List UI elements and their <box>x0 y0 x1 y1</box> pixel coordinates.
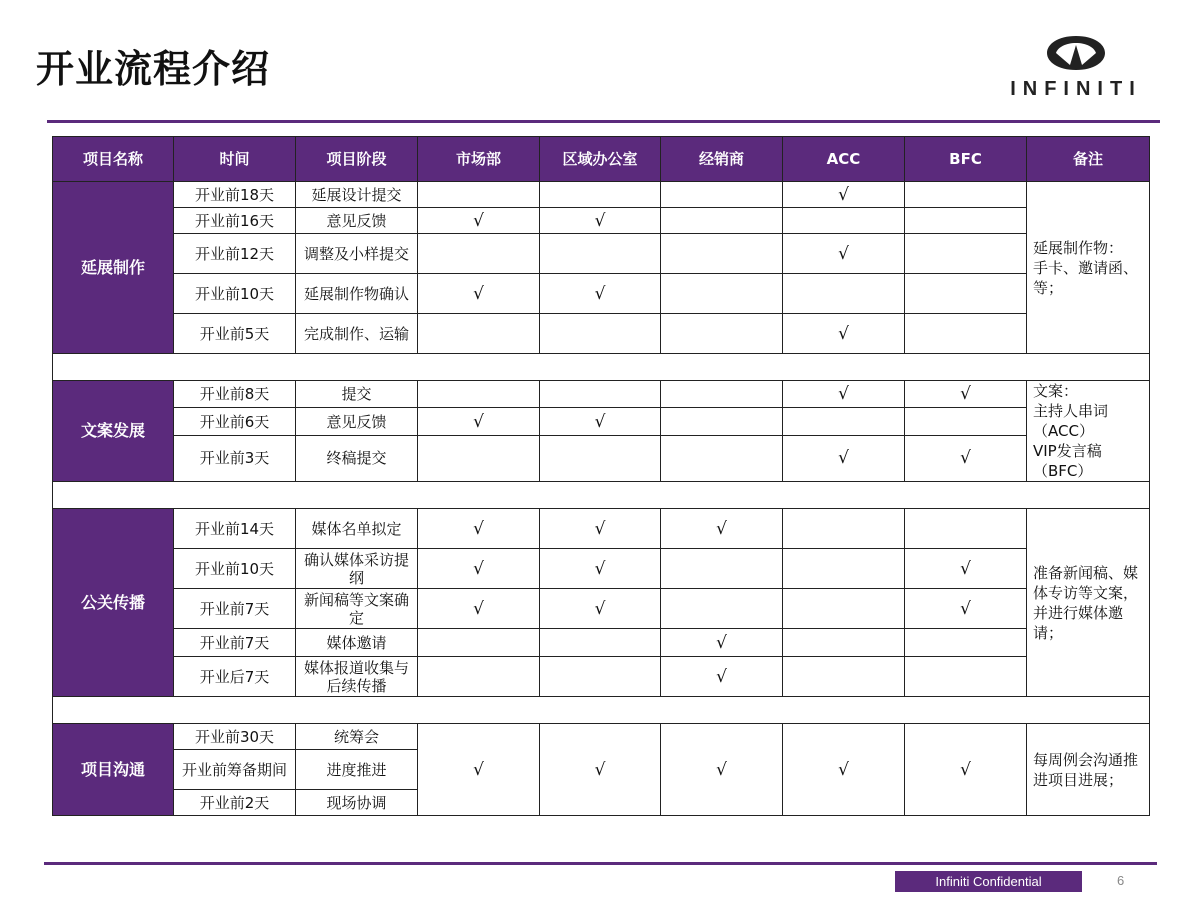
check-cell <box>783 435 905 481</box>
check-cell <box>540 589 661 629</box>
table-row <box>53 234 1150 274</box>
check-cell <box>540 549 661 589</box>
check-cell <box>905 657 1027 697</box>
check-cell <box>661 408 783 435</box>
check-cell <box>418 314 540 354</box>
check-cell <box>661 381 783 408</box>
check-cell <box>418 381 540 408</box>
check-cell <box>783 408 905 435</box>
check-mark: √ <box>838 384 849 405</box>
check-cell <box>418 509 540 549</box>
check-mark: √ <box>473 210 484 231</box>
check-mark: √ <box>473 411 484 432</box>
table-row <box>53 381 1150 408</box>
check-cell <box>783 629 905 657</box>
table-row <box>53 274 1150 314</box>
check-cell <box>783 509 905 549</box>
column-header: ACC <box>783 137 905 182</box>
time-cell: 开业前10天 <box>174 274 296 314</box>
time-cell: 开业前18天 <box>174 182 296 208</box>
column-header: 区域办公室 <box>540 137 661 182</box>
note-cell: 文案： 主持人串词 （ACC） VIP发言稿 （BFC） <box>1027 381 1150 482</box>
table-row <box>53 629 1150 657</box>
check-cell <box>783 381 905 408</box>
check-cell <box>540 314 661 354</box>
column-header: 项目名称 <box>53 137 174 182</box>
table-row <box>53 408 1150 435</box>
column-header: 备注 <box>1027 137 1150 182</box>
time-cell: 开业前16天 <box>174 208 296 234</box>
check-cell <box>418 435 540 481</box>
stage-cell: 媒体名单拟定 <box>296 509 418 549</box>
check-mark: √ <box>716 666 727 687</box>
check-cell <box>418 657 540 697</box>
check-cell <box>418 589 540 629</box>
group-separator <box>53 354 1150 381</box>
table-row <box>53 435 1150 481</box>
check-cell <box>418 208 540 234</box>
check-cell <box>540 208 661 234</box>
check-cell <box>661 435 783 481</box>
check-cell <box>905 629 1027 657</box>
separator-cell <box>53 697 1150 724</box>
check-cell <box>418 724 540 816</box>
check-cell <box>905 408 1027 435</box>
check-mark: √ <box>838 243 849 264</box>
check-cell <box>418 408 540 435</box>
check-cell <box>905 509 1027 549</box>
check-mark: √ <box>594 759 606 780</box>
check-mark: √ <box>960 598 971 619</box>
check-mark: √ <box>594 598 606 619</box>
check-cell <box>661 629 783 657</box>
check-mark: √ <box>838 184 849 205</box>
group-name-cell: 文案发展 <box>53 381 174 482</box>
time-cell: 开业前5天 <box>174 314 296 354</box>
check-cell <box>783 182 905 208</box>
table-row <box>53 208 1150 234</box>
stage-cell: 延展设计提交 <box>296 182 418 208</box>
check-cell <box>783 314 905 354</box>
check-cell <box>418 182 540 208</box>
stage-cell: 新闻稿等文案确定 <box>296 589 418 629</box>
check-cell <box>540 234 661 274</box>
time-cell: 开业前8天 <box>174 381 296 408</box>
column-header: BFC <box>905 137 1027 182</box>
check-cell <box>905 549 1027 589</box>
check-cell <box>783 724 905 816</box>
time-cell: 开业前2天 <box>174 790 296 816</box>
stage-cell: 确认媒体采访提纲 <box>296 549 418 589</box>
check-cell <box>905 435 1027 481</box>
stage-cell: 进度推进 <box>296 750 418 790</box>
check-cell <box>418 549 540 589</box>
check-mark: √ <box>716 518 727 539</box>
check-mark: √ <box>838 323 849 344</box>
check-mark: √ <box>960 384 971 405</box>
check-cell <box>540 435 661 481</box>
check-cell <box>661 589 783 629</box>
table-row <box>53 549 1150 589</box>
check-cell <box>661 234 783 274</box>
column-header: 时间 <box>174 137 296 182</box>
table-row <box>53 314 1150 354</box>
time-cell: 开业前3天 <box>174 435 296 481</box>
check-mark: √ <box>473 518 484 539</box>
table-row <box>53 657 1150 697</box>
check-mark: √ <box>594 411 606 432</box>
time-cell: 开业前12天 <box>174 234 296 274</box>
check-mark: √ <box>960 448 971 469</box>
note-cell: 准备新闻稿、媒体专访等文案，并进行媒体邀请； <box>1027 509 1150 697</box>
slide-title: 开业流程介绍 <box>36 47 271 91</box>
stage-cell: 提交 <box>296 381 418 408</box>
stage-cell: 媒体邀请 <box>296 629 418 657</box>
check-cell <box>661 182 783 208</box>
stage-cell: 延展制作物确认 <box>296 274 418 314</box>
table-header-row <box>53 137 1150 182</box>
check-cell <box>783 208 905 234</box>
check-cell <box>540 381 661 408</box>
time-cell: 开业前10天 <box>174 549 296 589</box>
check-cell <box>905 182 1027 208</box>
separator-cell <box>53 482 1150 509</box>
check-cell <box>418 234 540 274</box>
bottom-divider <box>44 862 1157 865</box>
check-mark: √ <box>838 448 849 469</box>
check-cell <box>540 629 661 657</box>
check-mark: √ <box>473 283 484 304</box>
group-separator <box>53 482 1150 509</box>
check-cell <box>783 234 905 274</box>
brand-logo <box>1000 32 1152 98</box>
stage-cell: 完成制作、运输 <box>296 314 418 354</box>
check-cell <box>418 274 540 314</box>
check-cell <box>905 208 1027 234</box>
logo-wordmark: INFINITI <box>1010 78 1142 100</box>
check-cell <box>540 182 661 208</box>
time-cell: 开业前30天 <box>174 724 296 750</box>
check-cell <box>905 274 1027 314</box>
check-mark: √ <box>594 518 606 539</box>
check-mark: √ <box>960 558 971 579</box>
table-row <box>53 509 1150 549</box>
infiniti-logo-icon <box>1044 32 1108 74</box>
process-table <box>52 136 1150 816</box>
check-cell <box>540 724 661 816</box>
check-mark: √ <box>716 632 727 653</box>
separator-cell <box>53 354 1150 381</box>
check-cell <box>905 314 1027 354</box>
check-cell <box>661 274 783 314</box>
table-row <box>53 182 1150 208</box>
table-row <box>53 589 1150 629</box>
check-mark: √ <box>960 759 971 780</box>
stage-cell: 调整及小样提交 <box>296 234 418 274</box>
check-cell <box>540 509 661 549</box>
check-cell <box>783 589 905 629</box>
check-cell <box>661 314 783 354</box>
time-cell: 开业后7天 <box>174 657 296 697</box>
check-cell <box>783 657 905 697</box>
check-mark: √ <box>838 759 849 780</box>
time-cell: 开业前7天 <box>174 589 296 629</box>
stage-cell: 统筹会 <box>296 724 418 750</box>
time-cell: 开业前14天 <box>174 509 296 549</box>
check-mark: √ <box>473 598 484 619</box>
check-mark: √ <box>473 558 484 579</box>
check-cell <box>661 549 783 589</box>
group-name-cell: 项目沟通 <box>53 724 174 816</box>
check-mark: √ <box>716 759 727 780</box>
check-cell <box>418 629 540 657</box>
stage-cell: 意见反馈 <box>296 208 418 234</box>
check-cell <box>905 381 1027 408</box>
time-cell: 开业前6天 <box>174 408 296 435</box>
check-cell <box>661 657 783 697</box>
check-cell <box>540 274 661 314</box>
check-cell <box>540 408 661 435</box>
group-name-cell: 延展制作 <box>53 182 174 354</box>
stage-cell: 现场协调 <box>296 790 418 816</box>
group-separator <box>53 697 1150 724</box>
column-header: 项目阶段 <box>296 137 418 182</box>
check-mark: √ <box>473 759 484 780</box>
group-name-cell: 公关传播 <box>53 509 174 697</box>
check-cell <box>905 724 1027 816</box>
check-cell <box>905 234 1027 274</box>
check-cell <box>783 549 905 589</box>
page-number: 6 <box>1117 873 1125 888</box>
top-divider <box>47 120 1160 123</box>
column-header: 市场部 <box>418 137 540 182</box>
check-cell <box>661 208 783 234</box>
table-row <box>53 724 1150 750</box>
check-cell <box>661 509 783 549</box>
stage-cell: 终稿提交 <box>296 435 418 481</box>
time-cell: 开业前7天 <box>174 629 296 657</box>
stage-cell: 媒体报道收集与后续传播 <box>296 657 418 697</box>
note-cell: 延展制作物： 手卡、邀请函、等； <box>1027 182 1150 354</box>
check-cell <box>783 274 905 314</box>
column-header: 经销商 <box>661 137 783 182</box>
check-mark: √ <box>594 558 606 579</box>
check-cell <box>661 724 783 816</box>
note-cell: 每周例会沟通推进项目进展； <box>1027 724 1150 816</box>
check-mark: √ <box>594 283 606 304</box>
check-mark: √ <box>594 210 606 231</box>
confidential-label: Infiniti Confidential <box>895 871 1082 892</box>
stage-cell: 意见反馈 <box>296 408 418 435</box>
check-cell <box>905 589 1027 629</box>
check-cell <box>540 657 661 697</box>
time-cell: 开业前筹备期间 <box>174 750 296 790</box>
